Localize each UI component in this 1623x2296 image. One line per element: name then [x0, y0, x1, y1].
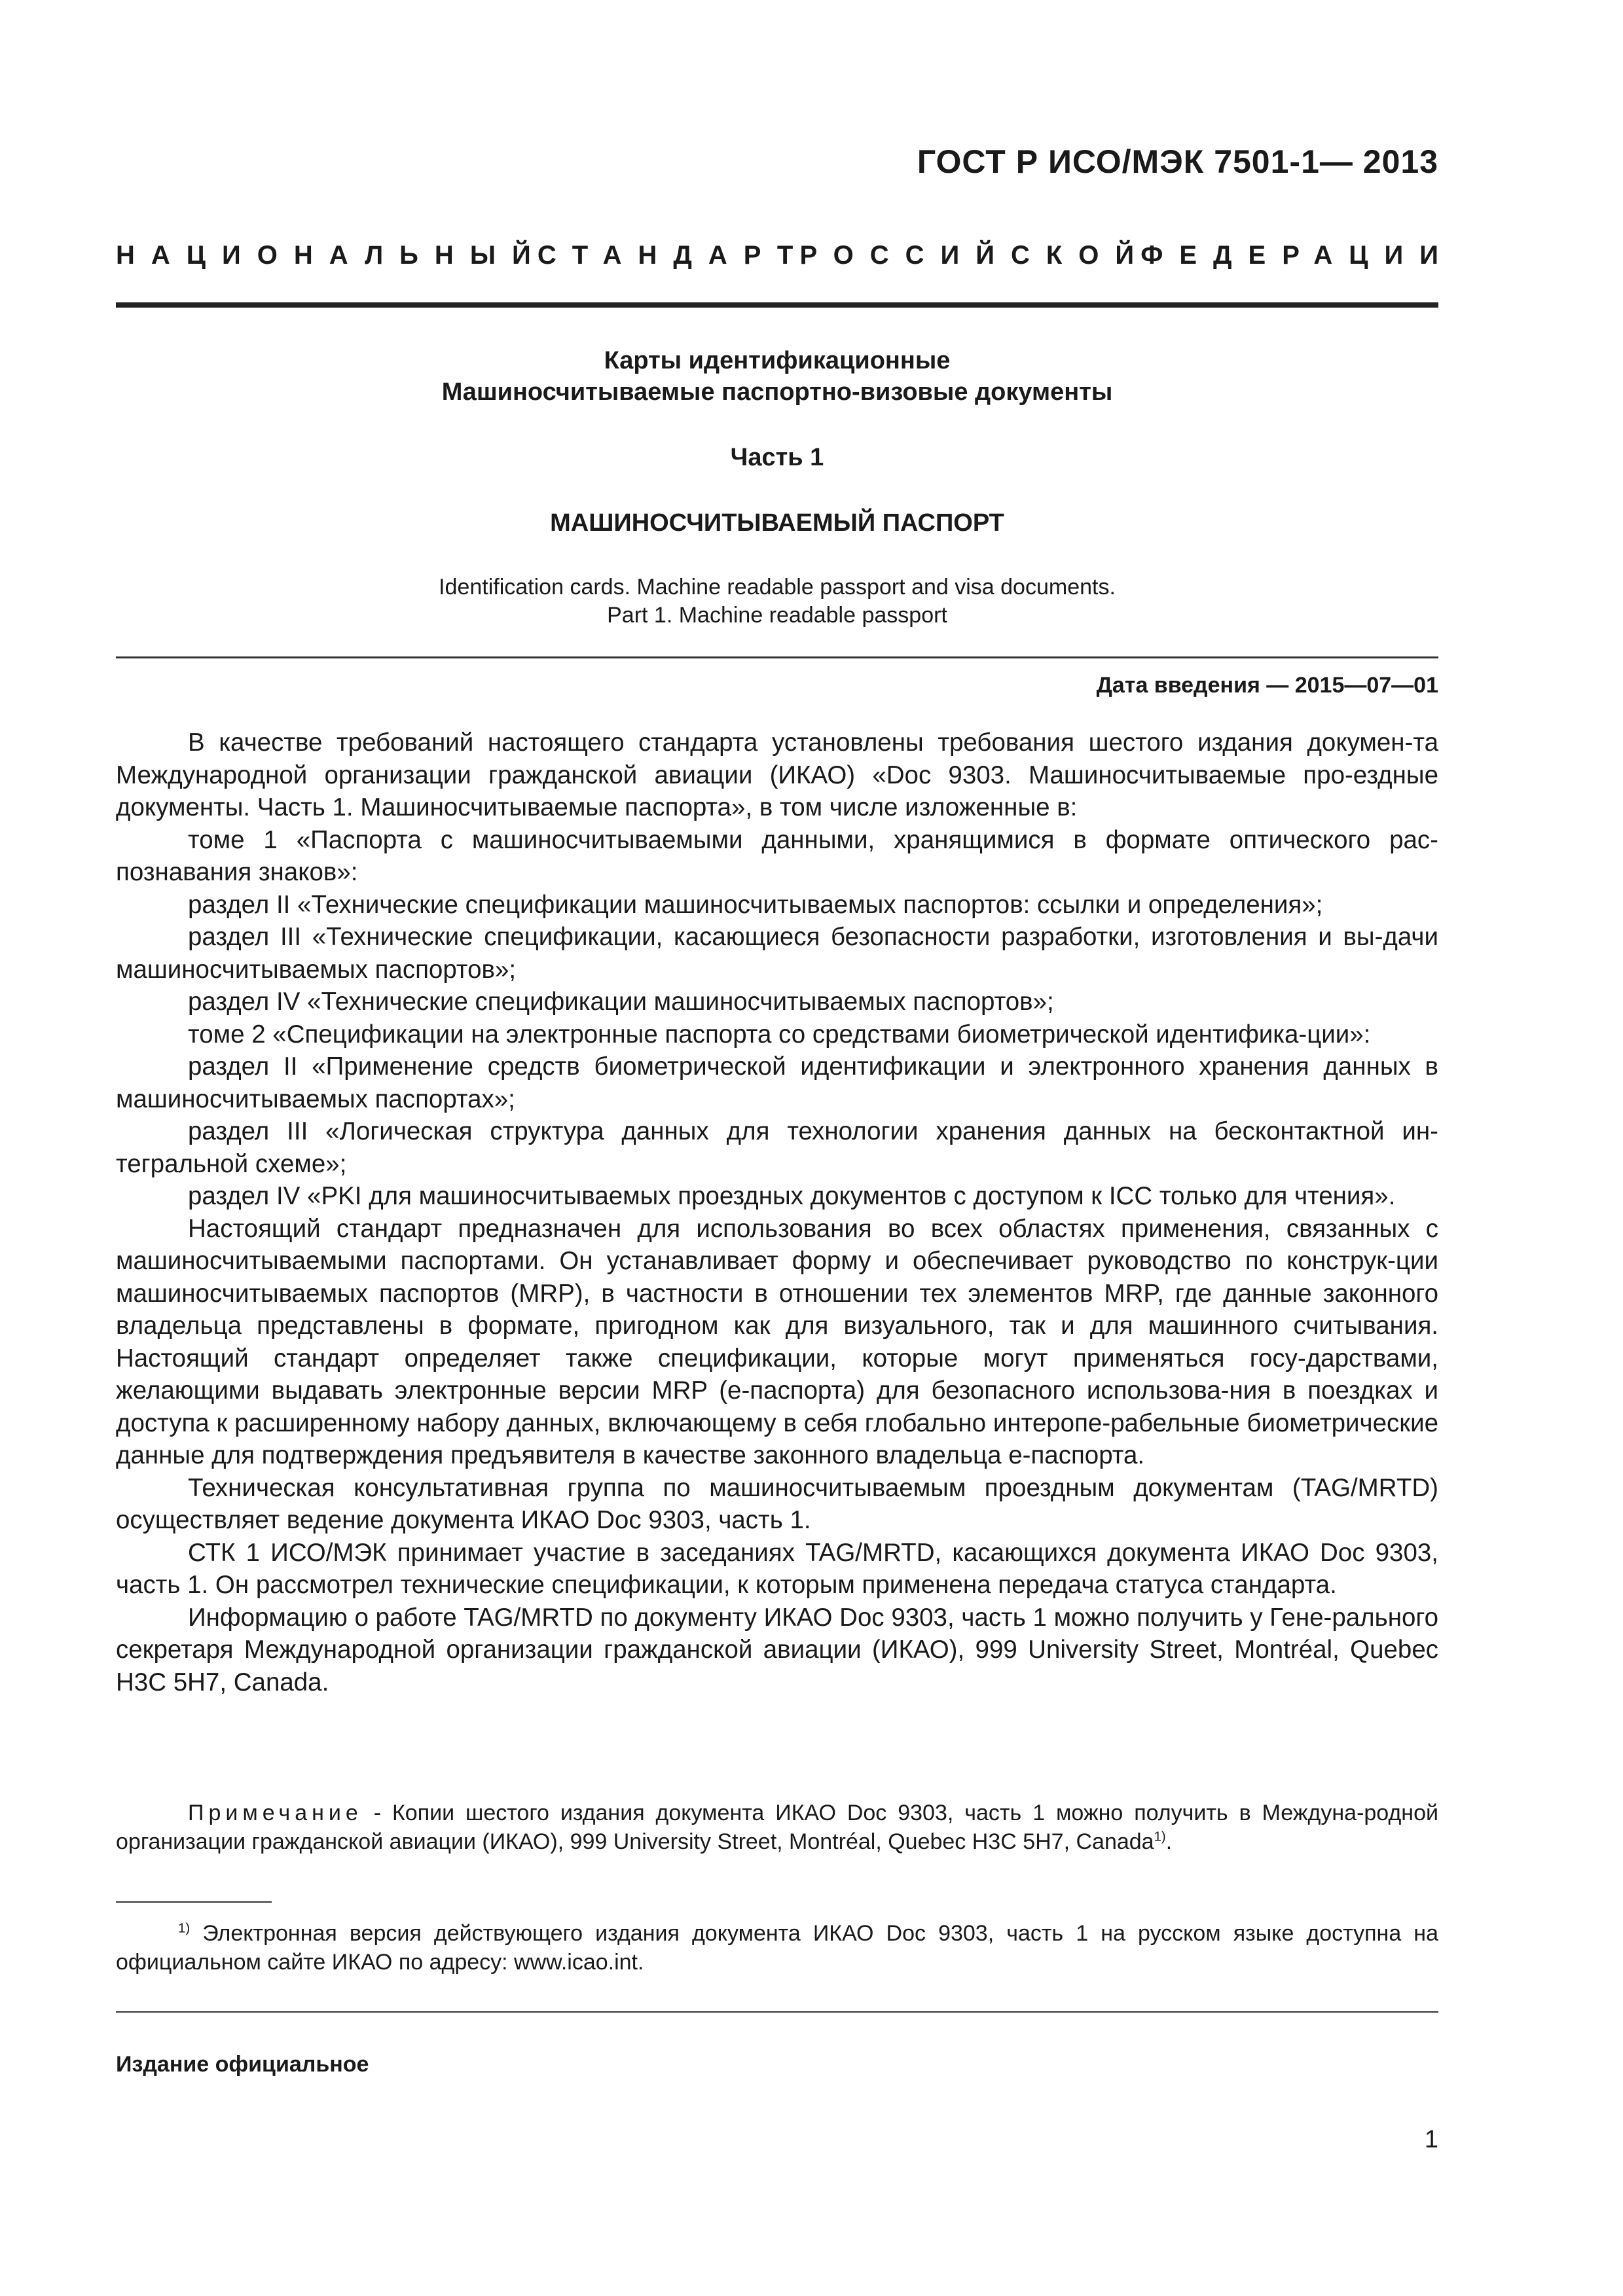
footnote [116, 1919, 1438, 1977]
standard-number: ГОСТ Р ИСО/МЭК 7501-1— 2013 [917, 143, 1438, 180]
national-word: СТАНДАРТ [537, 241, 810, 270]
national-standard-header [116, 241, 1455, 270]
paragraph: СТК 1 ИСО/МЭК принимает участие в заседаниях TAG/MRTD, касающихся документа ИКАО Doc 9303, часть 1. Он рассмотрел технические спецификации, к которым применена передача статуса стандарта. [116, 1538, 1438, 1599]
national-word: РОССИЙСКОЙ [799, 241, 1151, 270]
part-label: Часть 1 [730, 444, 824, 471]
paragraph: раздел IV «PKI для машиносчитываемых проездных документов с доступом к ICC только для чтения». [188, 1182, 1396, 1210]
paragraph: томе 1 «Паспорта с машиносчитываемыми данными, хранящимися в формате оптического рас-познавания знаков»: [116, 825, 1438, 886]
national-word: ФЕДЕРАЦИИ [1140, 241, 1455, 270]
paragraph: Настоящий стандарт предназначен для использования во всех областях применения, связанных с машиносчитываемыми паспортами. Он устанавливает форму и обеспечивает руководство по конструк-ции машиносчитываемых паспортов (MRP), в частности в отношении тех элементов MRP, где данные законного владельца представлены в формате, пригодном как для визуального, так и для машинного считывания. Настоящий стандарт определяет также спецификации, которые могут применяться госу-дарствами, желающими выдавать электронные версии MRP (е-паспорта) для безопасного использова-ния в поездках и доступа к расширенному набору данных, включающему в себя глобально интеропе-рабельные биометрические данные для подтверждения предъявителя в качестве законного владельца е-паспорта. [116, 1214, 1438, 1469]
english-title-line-1: Identification cards. Machine readable passport and visa documents. [439, 575, 1116, 600]
note-paragraph [116, 1799, 1438, 1856]
note-body: - Копии шестого издания документа ИКАО Doc 9303, часть 1 можно получить в Междуна-родной организации гражданской авиации (ИКАО), 999 University Street, Montréal, Quebec H3C 5H7, Canada [116, 1801, 1438, 1854]
title-rule [116, 656, 1438, 658]
footnote-mark: 1) [178, 1921, 191, 1936]
body-text [116, 726, 1438, 1698]
title-line-1: Карты идентификационные [604, 347, 951, 374]
paragraph: раздел II «Технические спецификации машиносчитываемых паспортов: ссылки и определения»; [188, 890, 1323, 919]
footnote-body: Электронная версия действующего издания документа ИКАО Doc 9303, часть 1 на русском языке доступна на официальном сайте ИКАО по адресу: www.icao.int. [116, 1921, 1438, 1975]
page-number: 1 [1424, 2126, 1438, 2153]
official-edition-label: Издание официальное [116, 2052, 369, 2077]
paragraph: Техническая консультативная группа по машиносчитываемым проездным документам (TAG/MRTD) осуществляет ведение документа ИКАО Doc 9303, часть 1. [116, 1473, 1438, 1534]
note [116, 1799, 1438, 1856]
header-rule [116, 302, 1438, 308]
paragraph: томе 2 «Спецификации на электронные паспорта со средствами биометрической идентифика-ции»: [188, 1020, 1371, 1049]
paragraph: раздел III «Логическая структура данных для технологии хранения данных на бесконтактной ин-тегральной схеме»; [116, 1117, 1438, 1178]
note-label: Примечание [188, 1801, 363, 1825]
paragraph: Информацию о работе TAG/MRTD по документу ИКАО Doc 9303, часть 1 можно получить у Гене-рального секретаря Международной организации гражданской авиации (ИКАО), 999 University Street, Montréal, Quebec H3C 5H7, Canada. [116, 1603, 1438, 1696]
paragraph: раздел III «Технические спецификации, касающиеся безопасности разработки, изготовления и вы-дачи машиносчитываемых паспортов»; [116, 923, 1438, 984]
footnote-rule [116, 1901, 272, 1903]
introduction-date: Дата введения — 2015—07—01 [1096, 673, 1438, 698]
footer-rule [116, 2011, 1438, 2013]
paragraph: раздел II «Применение средств биометрической идентификации и электронного хранения данных в машиносчитываемых паспортах»; [116, 1052, 1438, 1113]
paragraph: В качестве требований настоящего стандарта установлены требования шестого издания докумен-та Международной организации гражданской авиации (ИКАО) «Doc 9303. Машиносчитываемые про-ездные документы. Часть 1. Машиносчитываемые паспорта», в том числе изложенные в: [116, 728, 1438, 821]
english-title-line-2: Part 1. Machine readable passport [607, 603, 947, 628]
footnote-paragraph [116, 1919, 1438, 1977]
footnote-reference: 1) [1154, 1829, 1166, 1844]
title-line-2: Машиносчитываемые паспортно-визовые документы [441, 378, 1113, 406]
note-end: . [1165, 1829, 1173, 1854]
main-title: МАШИНОСЧИТЫВАЕМЫЙ ПАСПОРТ [550, 509, 1004, 537]
paragraph: раздел IV «Технические спецификации машиносчитываемых паспортов»; [188, 988, 1054, 1016]
national-word: НАЦИОНАЛЬНЫЙ [116, 241, 547, 270]
